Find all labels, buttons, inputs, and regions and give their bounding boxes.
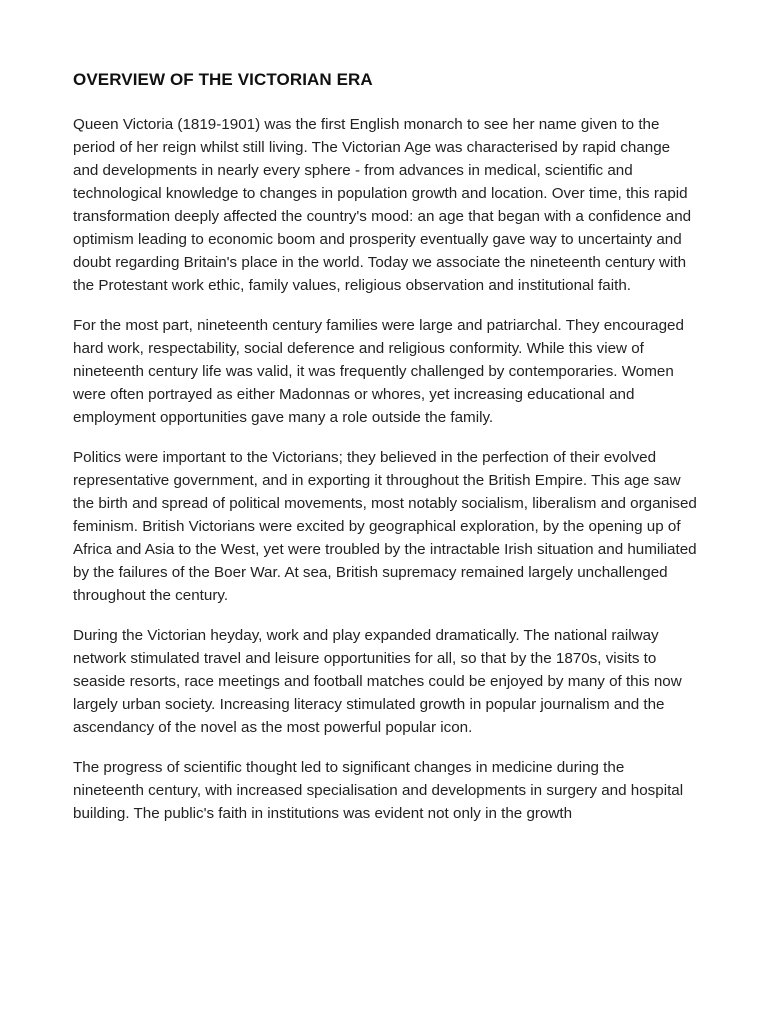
document-body: [73, 68, 698, 842]
paragraph-4: During the Victorian heyday, work and play expanded dramatically. The national railway network stimulated travel and leisure opportunities for all, so that by the 1870s, visits to seaside resorts, race meetings and football matches could be enjoyed by many of this now largely urban society. Increasing literacy stimulated growth in popular journalism and the ascendancy of the novel as the most powerful popular icon.: [73, 627, 682, 736]
paragraph-3: Politics were important to the Victorians; they believed in the perfection of their evolved representative government, and in exporting it throughout the British Empire. This age saw the birth and spread of political movements, most notably socialism, liberalism and organised feminism. British Victorians were excited by geographical exploration, by the opening up of Africa and Asia to the West, yet were troubled by the intractable Irish situation and humiliated by the failures of the Boer War. At sea, British supremacy remained largely unchallenged throughout the century.: [73, 449, 697, 604]
page-title: OVERVIEW OF THE VICTORIAN ERA: [73, 70, 373, 89]
paragraph-5: The progress of scientific thought led to significant changes in medicine during the nineteenth century, with increased specialisation and developments in surgery and hospital building. The public's faith in institutions was evident not only in the growth: [73, 759, 684, 822]
paragraph-2: For the most part, nineteenth century families were large and patriarchal. They encouraged hard work, respectability, social deference and religious conformity. While this view of nineteenth century life was valid, it was frequently challenged by contemporaries. Women were often portrayed as either Madonnas or whores, yet increasing educational and employment opportunities gave many a role outside the family.: [73, 317, 684, 426]
paragraph-1: Queen Victoria (1819-1901) was the first English monarch to see her name given to the period of her reign whilst still living. The Victorian Age was characterised by rapid change and developments in nearly every sphere - from advances in medical, scientific and technological knowledge to changes in population growth and location. Over time, this rapid transformation deeply affected the country's mood: an age that began with a confidence and optimism leading to economic boom and prosperity eventually gave way to uncertainty and doubt regarding Britain's place in the world. Today we associate the nineteenth century with the Protestant work ethic, family values, religious observation and institutional faith.: [73, 116, 692, 294]
